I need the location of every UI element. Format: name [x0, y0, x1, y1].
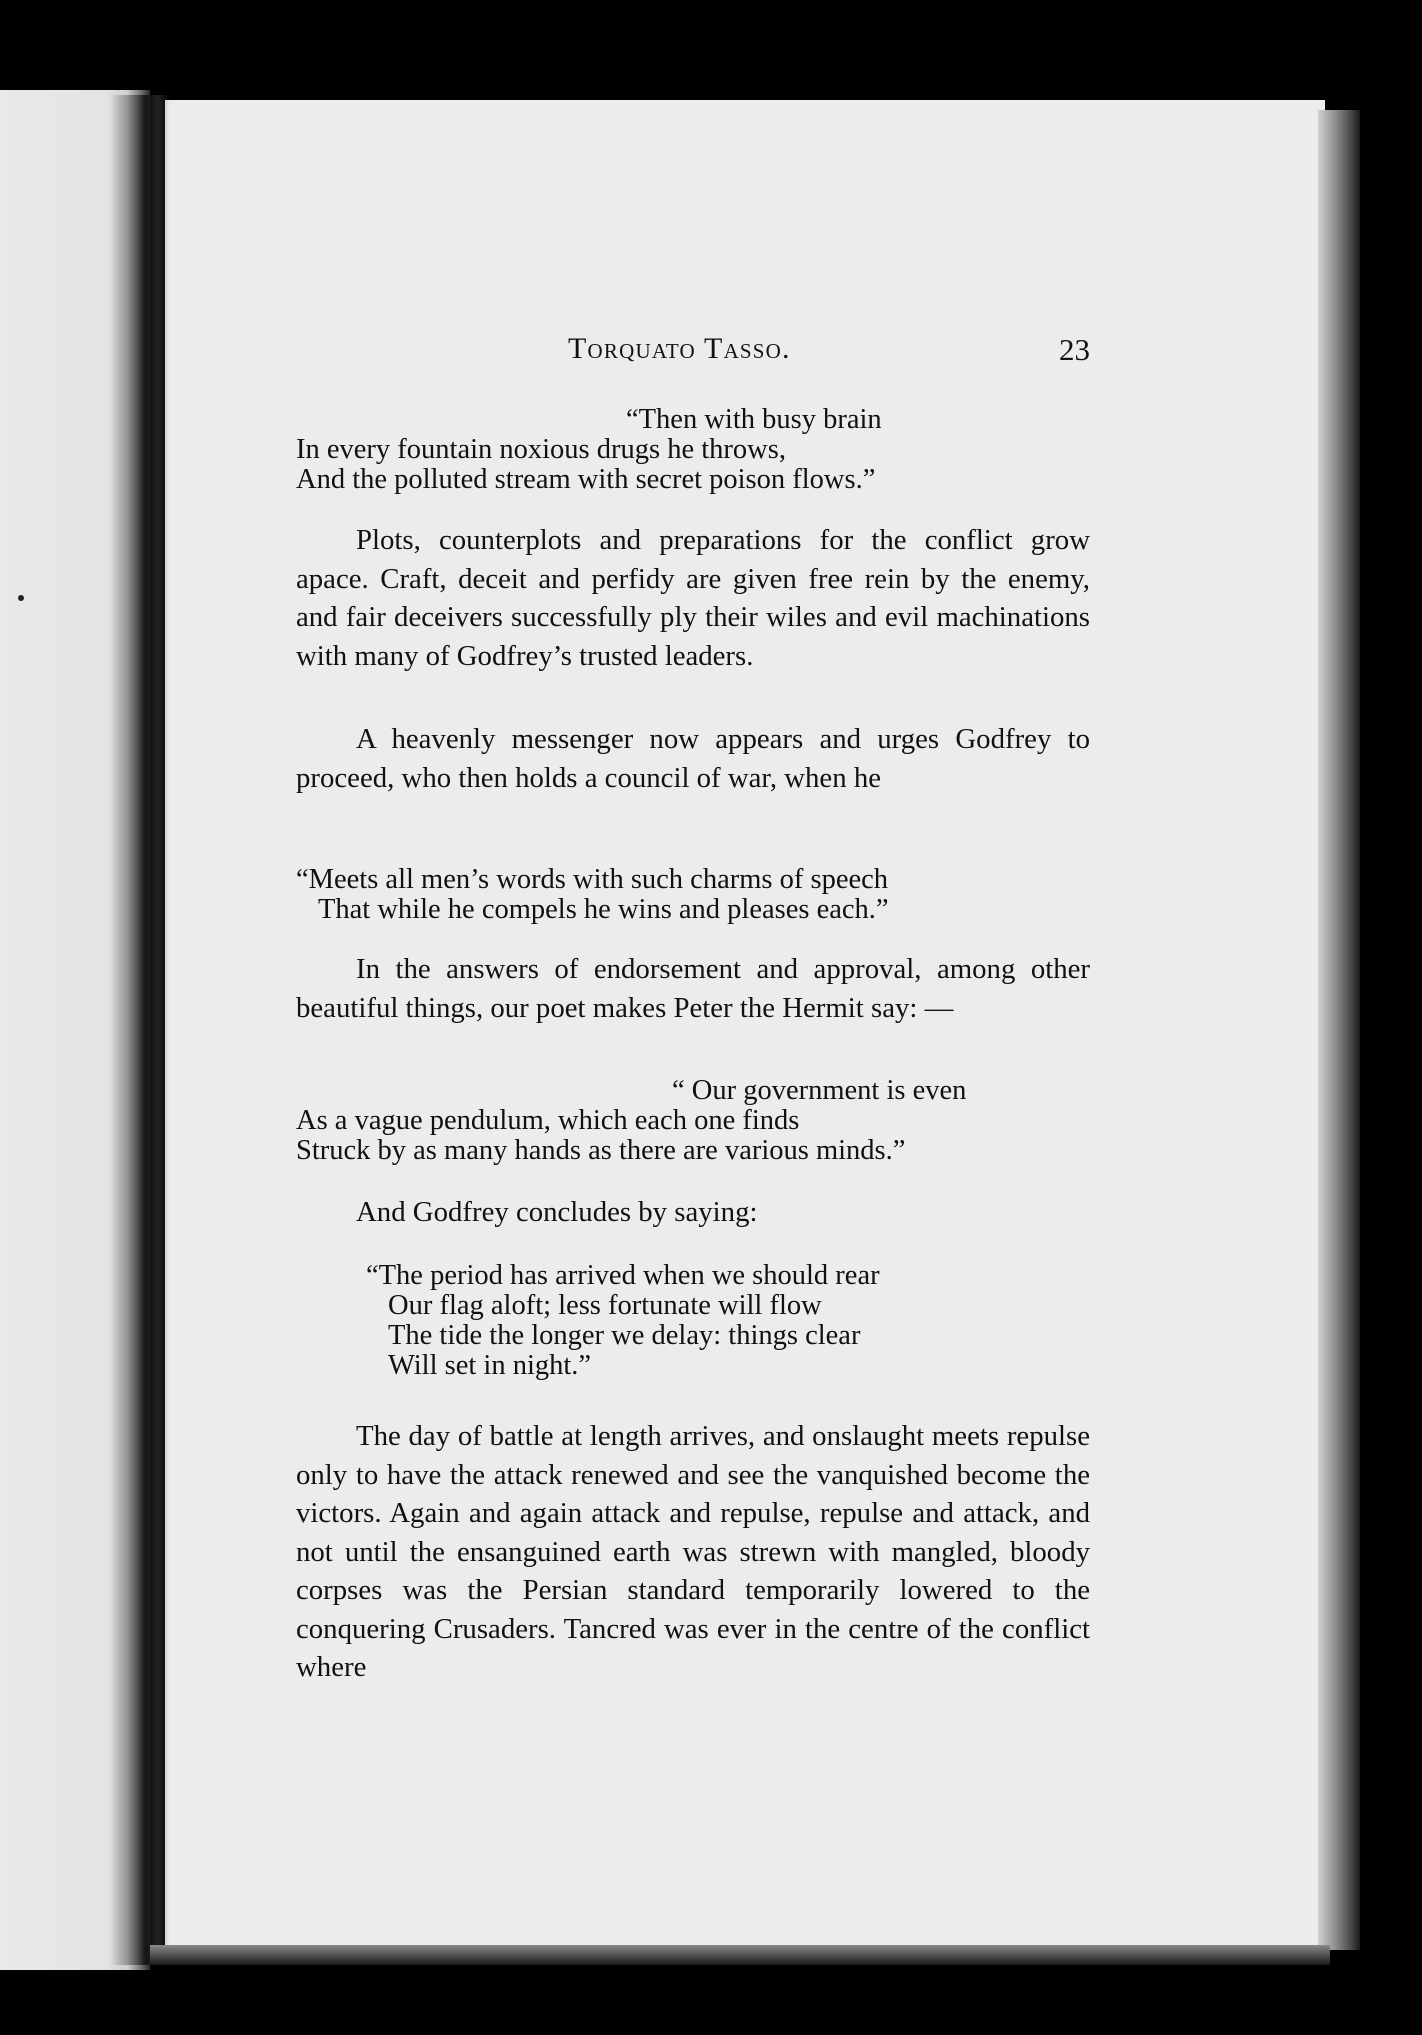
page-edge-bottom: [150, 1945, 1330, 1965]
paragraph-plots: Plots, counterplots and preparations for the conflict grow apace. Craft, deceit and perfidy are given free rein by the enemy, and fair deceivers successfully ply their wiles and evil machinations with many of Godfrey’s trusted leaders.: [296, 524, 1090, 672]
verse-line: “Then with busy brain: [626, 404, 882, 435]
verse-quote-1: [296, 405, 882, 495]
verse-line: And the polluted stream with secret poison flows.”: [296, 464, 876, 495]
verse-line: As a vague pendulum, which each one finds: [296, 1105, 800, 1136]
verse-line: The tide the longer we delay: things clear: [388, 1320, 861, 1351]
verse-quote-4: [296, 1261, 880, 1381]
page-edge-right: [1318, 110, 1360, 1950]
verse-quote-3: [296, 1076, 966, 1166]
verse-line: That while he compels he wins and pleases each.”: [318, 894, 889, 925]
verse-line: In every fountain noxious drugs he throws,: [296, 434, 786, 465]
verse-line: “ Our government is even: [672, 1075, 967, 1106]
running-header: [568, 332, 1090, 376]
running-title: Torquato Tasso.: [568, 332, 791, 365]
verse-line: “Meets all men’s words with such charms of speech: [296, 864, 889, 895]
paragraph-battle: The day of battle at length arrives, and onslaught meets repulse only to have the attack renewed and see the vanquished become the victors. Again and again attack and repulse, repulse and attack, and not until the ensanguined earth was strewn with mangled, bloody corpses was the Persian standard temporarily lowered to the conquering Crusaders. Tancred was ever in the centre of the conflict where: [296, 1420, 1090, 1683]
verse-line: Our flag aloft; less fortunate will flow: [388, 1290, 822, 1321]
verse-line: Struck by as many hands as there are various minds.”: [296, 1135, 906, 1166]
paragraph-heavenly-messenger: A heavenly messenger now appears and urges Godfrey to proceed, who then holds a council of war, when he: [296, 723, 1090, 794]
verse-line: “The period has arrived when we should rear: [366, 1260, 880, 1291]
page-number: 23: [1059, 332, 1090, 367]
paragraph-godfrey-concludes: And Godfrey concludes by saying:: [356, 1196, 758, 1228]
book-gutter: [110, 95, 170, 1965]
verse-quote-2: [296, 865, 889, 925]
paragraph-answers: In the answers of endorsement and approval, among other beautiful things, our poet makes Peter the Hermit say: —: [296, 953, 1090, 1024]
ink-speck: [18, 595, 24, 601]
verse-line: Will set in night.”: [388, 1350, 592, 1381]
